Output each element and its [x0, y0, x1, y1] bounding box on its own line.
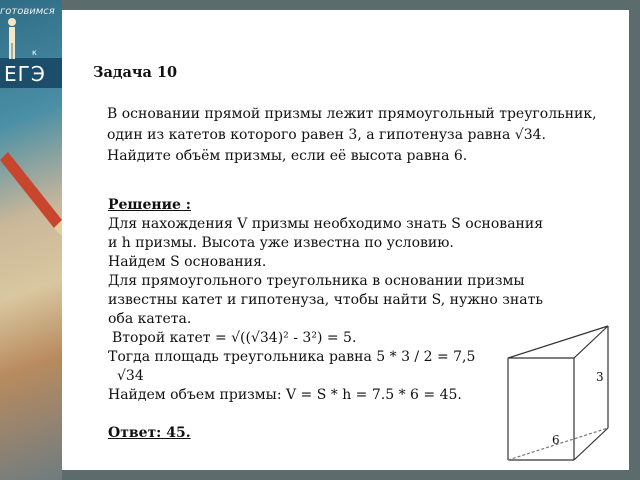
- slide-card: [62, 10, 629, 470]
- logo-ege-text: ЕГЭ: [4, 62, 46, 86]
- solution-line: оба катета.: [108, 311, 192, 327]
- solution-line: Найдем объем призмы: V = S * h = 7.5 * 6 = 45.: [108, 387, 462, 403]
- task-statement: В основании прямой призмы лежит прямоугольный треугольник, один из катетов которого равен 3, а гипотенуза равна √34. Найдите объём призмы, если её высота равна 6.: [107, 106, 597, 164]
- prism-diagram: [504, 320, 614, 462]
- solution-line: Второй катет = √((√34)² - 3²) = 5.: [112, 330, 357, 346]
- prism-leg-label: 3: [596, 370, 604, 384]
- solution-line: известны катет и гипотенуза, чтобы найти S, нужно знать: [108, 292, 543, 308]
- solution-line: и h призмы. Высота уже известна по условию.: [108, 235, 454, 251]
- answer-text: Ответ: 45.: [108, 425, 191, 441]
- decorative-sidebar: [0, 0, 62, 480]
- solution-line: Найдем S основания.: [108, 254, 267, 270]
- logo-top-text: готовимся: [0, 6, 55, 17]
- solution-line: Для прямоугольного треугольника в основании призмы: [108, 273, 525, 289]
- solution-line: √34: [117, 368, 144, 384]
- student-figure-icon: [2, 16, 22, 62]
- solution-line: Тогда площадь треугольника равна 5 * 3 / 2 = 7,5: [108, 349, 476, 365]
- task-title: Задача 10: [93, 64, 178, 81]
- prism-height-label: 6: [552, 433, 560, 447]
- solution-line: Для нахождения V призмы необходимо знать S основания: [108, 216, 544, 232]
- logo-k-text: к: [32, 48, 37, 57]
- prism-top-face: [508, 326, 608, 358]
- solution-heading: Решение :: [108, 197, 191, 213]
- pencil-icon: [0, 150, 62, 240]
